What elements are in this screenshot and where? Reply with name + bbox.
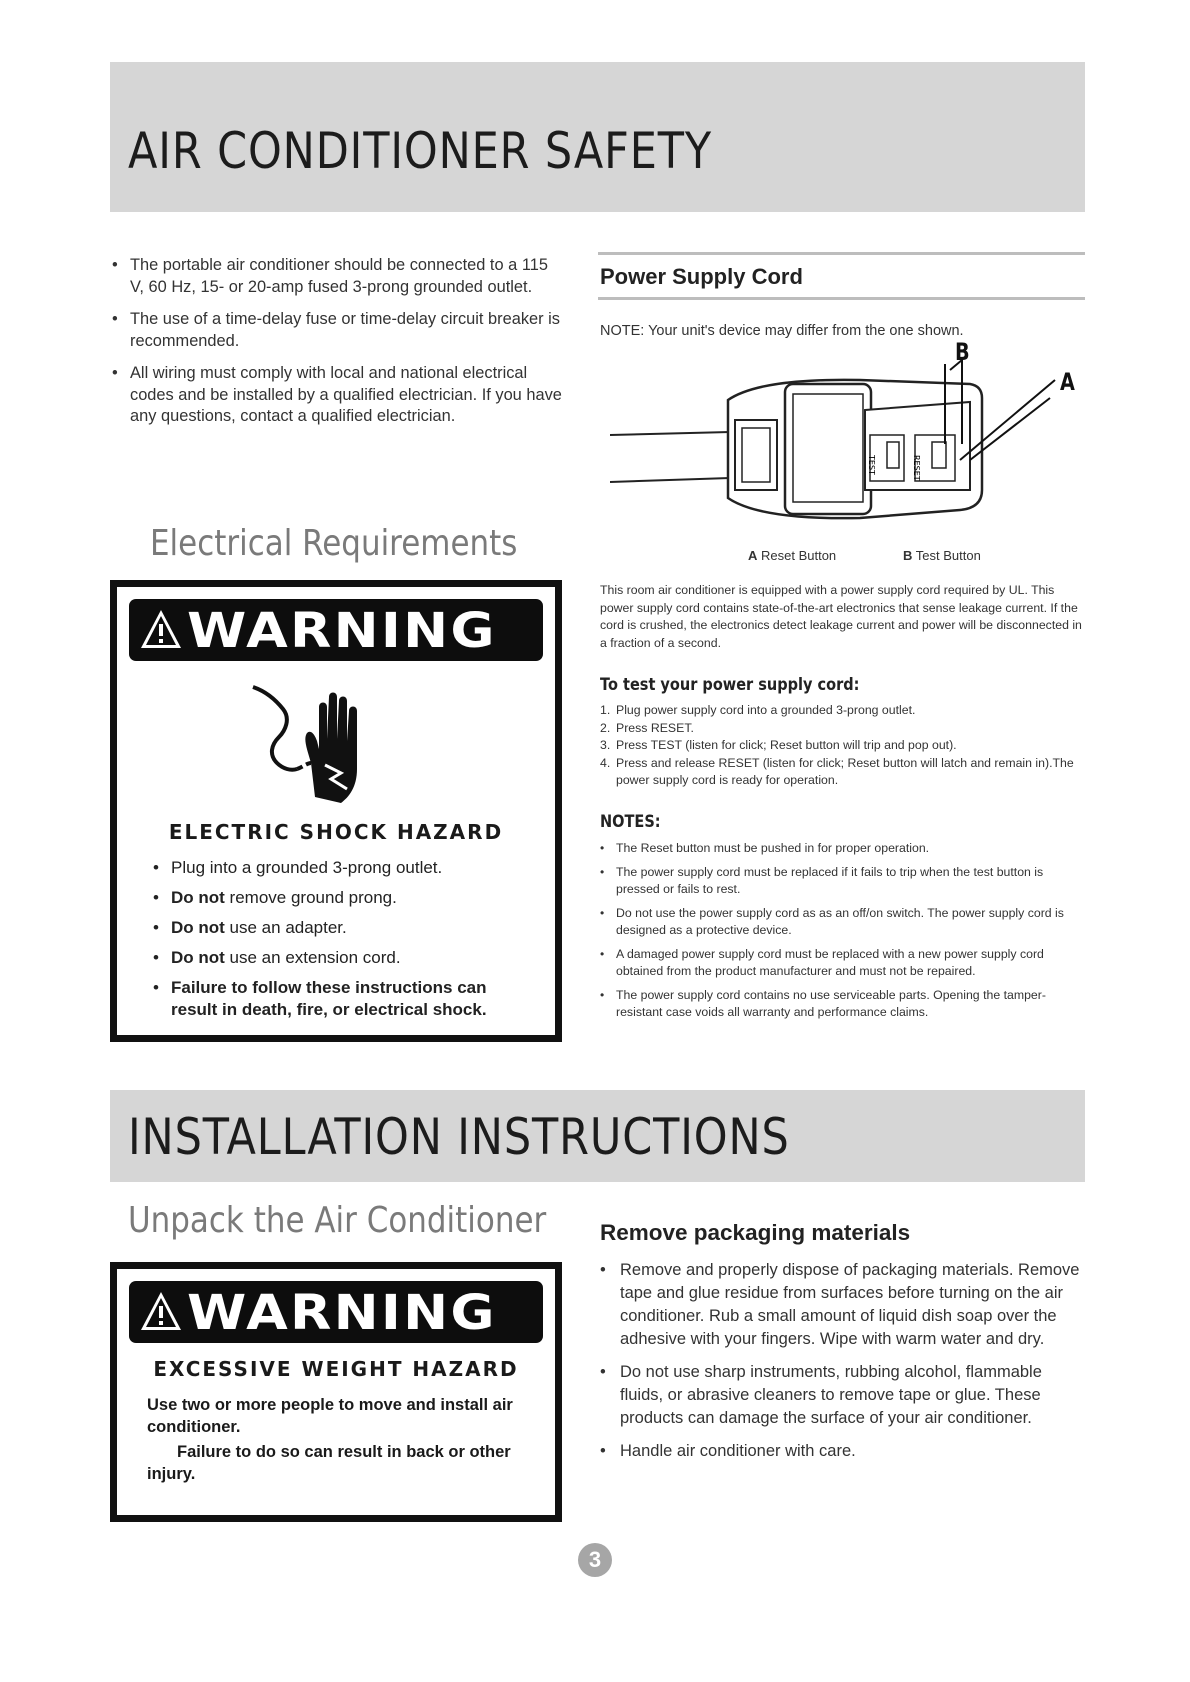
safety-title-band xyxy=(110,62,1085,212)
electric-shock-hand-icon xyxy=(245,679,395,809)
electric-shock-warning-box xyxy=(110,580,562,1042)
installation-title-band xyxy=(110,1090,1085,1182)
power-cord-description: This room air conditioner is equipped with a power supply cord required by UL. This power supply cord contains state-of-the-art electronics that sense leakage current. If the cord is crushed, the electronics detect leakage current and power will be disconnected in a fraction of a second. xyxy=(600,583,1082,650)
warning-label: WARNING xyxy=(187,603,497,659)
test-cord-heading: To test your power supply cord: xyxy=(600,675,860,694)
list-item: 4. Press and release RESET (listen for click; Reset button will latch and remain in).The power supply cord is ready for operation. xyxy=(600,755,1074,787)
caption-reset-button: A Reset Button xyxy=(748,548,837,563)
list-item: • The power supply cord must be replaced if it fails to trip when the test button is pressed or fails to rest. xyxy=(600,864,1085,899)
list-item: • The portable air conditioner should be connected to a 115 V, 60 Hz, 15- or 20-amp fused 3-prong grounded outlet. xyxy=(112,255,562,298)
installation-title: INSTALLATION INSTRUCTIONS xyxy=(128,1108,790,1166)
notes-heading: NOTES: xyxy=(600,812,661,831)
power-cord-plug-diagram xyxy=(610,340,1080,545)
warning-banner xyxy=(129,599,543,661)
list-item: • All wiring must comply with local and national electrical codes and be installed by a qualified electrician. If you have any questions, contact a qualified electrician. xyxy=(112,363,562,428)
list-item: • Do not use sharp instruments, rubbing alcohol, flammable fluids, or abrasive cleaners to remove tape or glue. These products can damage the surface of your air conditioner. xyxy=(600,1361,1085,1430)
label-b: B xyxy=(955,338,970,366)
list-item: • Handle air conditioner with care. xyxy=(600,1440,1085,1463)
divider xyxy=(598,252,1085,255)
list-item: • Do not use an adapter. xyxy=(153,917,533,939)
warning-triangle-icon xyxy=(139,1290,183,1332)
list-item: 2. Press RESET. xyxy=(600,720,694,735)
excessive-weight-warning-box xyxy=(110,1262,562,1522)
warning-text: Failure to do so can result in back or other injury. xyxy=(147,1443,511,1483)
hazard-title: ELECTRIC SHOCK HAZARD xyxy=(168,820,504,844)
page-number: 3 xyxy=(578,1543,612,1577)
warning-text: Use two or more people to move and install air conditioner. xyxy=(147,1396,513,1436)
list-item: • Do not remove ground prong. xyxy=(153,887,533,909)
test-button-label: TEST xyxy=(867,455,876,475)
list-item: • A damaged power supply cord must be replaced with a new power supply cord obtained from the product manufacturer and must not be repaired. xyxy=(600,946,1085,981)
list-item: • Do not use the power supply cord as as an off/on switch. The power supply cord is designed as a protective device. xyxy=(600,905,1085,940)
remove-packaging-list xyxy=(600,1259,1085,1473)
safety-title: AIR CONDITIONER SAFETY xyxy=(128,122,713,180)
reset-button-label: RESET xyxy=(912,455,921,481)
unpack-heading: Unpack the Air Conditioner xyxy=(128,1200,547,1241)
electrical-requirements-heading: Electrical Requirements xyxy=(150,523,518,564)
list-item: 3. Press TEST (listen for click; Reset button will trip and pop out). xyxy=(600,738,957,752)
notes-list xyxy=(600,840,1085,1028)
remove-packaging-title: Remove packaging materials xyxy=(600,1220,911,1245)
list-item: • The use of a time-delay fuse or time-delay circuit breaker is recommended. xyxy=(112,309,562,352)
divider xyxy=(598,297,1085,300)
power-supply-cord-title: Power Supply Cord xyxy=(600,264,803,289)
warning-instructions-list xyxy=(153,857,533,1029)
list-item: • Do not use an extension cord. xyxy=(153,947,533,969)
caption-test-button: B Test Button xyxy=(903,548,981,563)
hazard-title: EXCESSIVE WEIGHT HAZARD xyxy=(153,1357,519,1381)
list-item: 1. Plug power supply cord into a grounded 3-prong outlet. xyxy=(600,703,916,717)
safety-bullet-list xyxy=(112,255,562,439)
list-item: • Remove and properly dispose of packaging materials. Remove tape and glue residue from surfaces before turning on the air conditioner. Rub a small amount of liquid dish soap over the adhesive with your fingers. Wipe with warm water and dry. xyxy=(600,1259,1085,1351)
test-steps-list xyxy=(600,702,1085,790)
list-item: • Failure to follow these instructions can result in death, fire, or electrical shock. xyxy=(153,977,533,1021)
warning-banner xyxy=(129,1281,543,1343)
device-note: NOTE: Your unit's device may differ from the one shown. xyxy=(600,323,964,339)
list-item: • Plug into a grounded 3-prong outlet. xyxy=(153,857,533,879)
list-item: • The Reset button must be pushed in for proper operation. xyxy=(600,840,1085,858)
warning-label: WARNING xyxy=(187,1285,497,1341)
warning-triangle-icon xyxy=(139,608,183,650)
list-item: • The power supply cord contains no use serviceable parts. Opening the tamper-resistant case voids all warranty and performance claims. xyxy=(600,987,1085,1022)
label-a: A xyxy=(1060,368,1075,396)
